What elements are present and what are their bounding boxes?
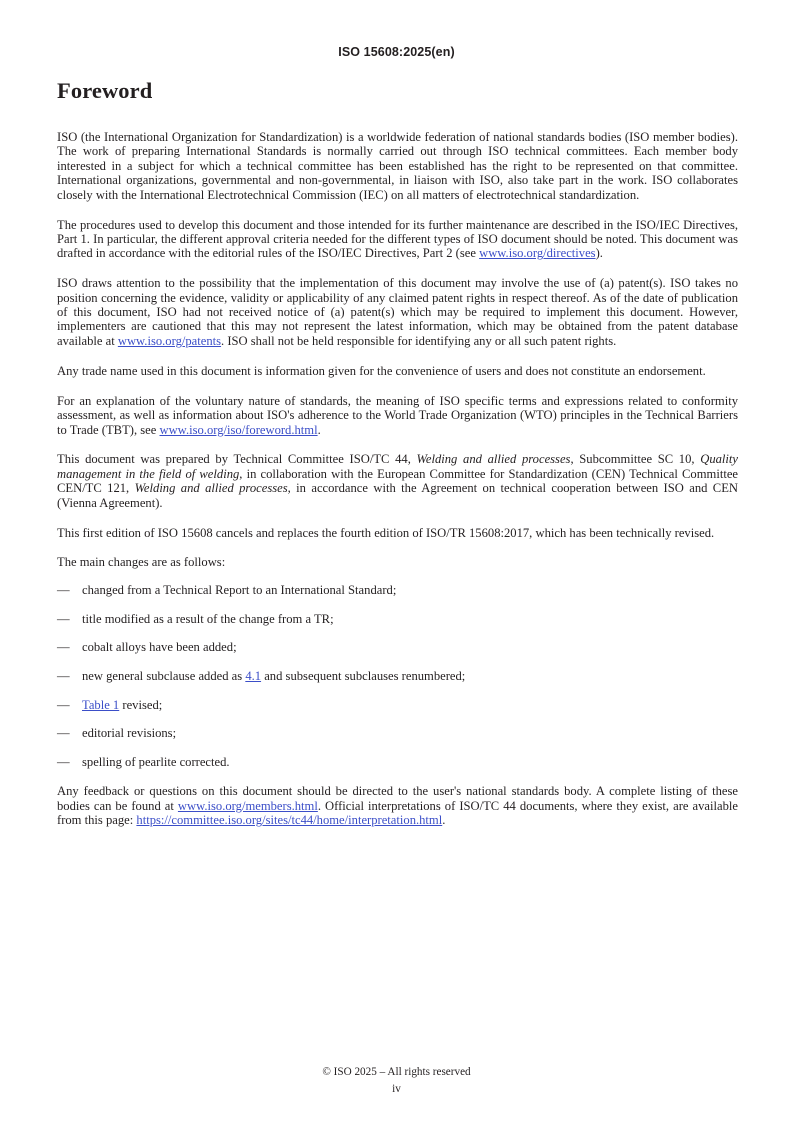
list-item — [57, 612, 738, 626]
committee-seg-3: , in collaboration with the European Committee for Standardization (CEN) Technical Committee CEN/TC 121, — [57, 466, 738, 496]
list-item — [57, 698, 738, 712]
list-dash: — — [57, 611, 70, 626]
running-head: ISO 15608:2025(en) — [338, 45, 455, 59]
committee-title-tc44: Welding and allied processes — [416, 452, 571, 467]
paragraph-patents — [57, 276, 738, 348]
committee-seg-1: This document was prepared by Technical Committee ISO/TC 44, — [57, 452, 417, 467]
paragraph-feedback — [57, 784, 738, 827]
list-item-text-before: changed from a Technical Report to an International Standard; — [82, 582, 397, 597]
list-item — [57, 755, 738, 769]
link-tc44-interpretation[interactable]: https://committee.iso.org/sites/tc44/home/interpretation.html — [136, 813, 443, 828]
link-iso-patents[interactable]: www.iso.org/patents — [117, 333, 222, 348]
paragraph-voluntary-nature — [57, 394, 738, 437]
page-title: Foreword — [57, 78, 153, 103]
link-subclause-4-1[interactable]: 4.1 — [245, 668, 262, 683]
paragraph-changes-lead-in: The main changes are as follows: — [57, 555, 226, 570]
paragraph-patents-text-after: . ISO shall not be held responsible for identifying any or all such patent rights. — [221, 333, 617, 348]
paragraph-patents-text-before: ISO draws attention to the possibility that the implementation of this document may involve the use of (a) patent(s). ISO takes no position concerning the evidence, validity or applicability of any claimed patent rights in respect thereof. As of the date of publication of this document, ISO had not received notice of (a) patent(s) which may be required to implement this document. However, implementers are cautioned that this may not represent the latest information, which may be obtained from the patent database available at — [57, 276, 738, 348]
list-item-text-before: editorial revisions; — [82, 726, 177, 741]
paragraph-iso-intro: ISO (the International Organization for Standardization) is a worldwide federation of national standards bodies (ISO member bodies). The work of preparing International Standards is normally carried out through ISO technical committees. Each member body interested in a subject for which a technical committee has been established has the right to be represented on that committee. International organizations, governmental and non-governmental, in liaison with ISO, also take part in the work. ISO collaborates closely with the International Electrotechnical Commission (IEC) on all matters of electrotechnical standardization. — [57, 130, 738, 202]
list-item-text-before: spelling of pearlite corrected. — [82, 755, 230, 770]
page-content — [57, 78, 738, 843]
link-iso-foreword[interactable]: www.iso.org/iso/foreword.html — [159, 422, 318, 437]
paragraph-voluntary-text-after: . — [317, 422, 321, 437]
list-item-text-after: revised; — [119, 697, 163, 712]
list-dash: — — [57, 668, 70, 683]
list-item-text-before: cobalt alloys have been added; — [82, 640, 237, 655]
committee-seg-2: , Subcommittee SC 10, — [570, 452, 701, 467]
committee-title-sc10: Quality management in the field of welding — [57, 452, 738, 481]
list-item-text-before: new general subclause added as — [82, 668, 246, 683]
list-item-text-before: title modified as a result of the change from a TR; — [82, 611, 334, 626]
feedback-seg-2: . Official interpretations of ISO/TC 44 documents, where they exist, are available from this page: — [57, 798, 738, 828]
feedback-seg-1: Any feedback or questions on this document should be directed to the user's national standards body. A complete listing of these bodies can be found at — [57, 784, 738, 813]
paragraph-trade-name: Any trade name used in this document is information given for the convenience of users and does not constitute an endorsement. — [57, 363, 706, 378]
committee-title-cen-tc121: Welding and allied processes, — [134, 481, 291, 496]
list-item — [57, 669, 738, 683]
list-dash: — — [57, 640, 70, 655]
list-item-text-after: and subsequent subclauses renumbered; — [261, 668, 466, 683]
list-item — [57, 726, 738, 740]
link-iso-members[interactable]: www.iso.org/members.html — [177, 798, 318, 813]
list-dash: — — [57, 697, 70, 712]
paragraph-procedures-text-before: The procedures used to develop this document and those intended for its further maintenance are described in the ISO/IEC Directives, Part 1. In particular, the different approval criteria needed for the different types of ISO document should be noted. This document was drafted in accordance with the editorial rules of the ISO/IEC Directives, Part 2 (see — [57, 217, 738, 261]
paragraph-first-edition: This first edition of ISO 15608 cancels and replaces the fourth edition of ISO/TR 15608:2017, which has been technically revised. — [57, 525, 715, 540]
changes-list — [57, 583, 738, 770]
paragraph-voluntary-text-before: For an explanation of the voluntary nature of standards, the meaning of ISO specific terms and expressions related to conformity assessment, as well as information about ISO's adherence to the World Trade Organization (WTO) principles in the Technical Barriers to Trade (TBT), see — [57, 393, 738, 437]
link-table-1[interactable]: Table 1 — [82, 697, 120, 712]
list-dash: — — [57, 582, 70, 597]
list-item — [57, 583, 738, 597]
list-item — [57, 640, 738, 654]
footer-copyright: © ISO 2025 – All rights reserved — [322, 1066, 471, 1078]
link-iso-directives[interactable]: www.iso.org/directives — [479, 246, 596, 261]
footer-page-number: iv — [392, 1083, 401, 1095]
list-dash: — — [57, 726, 70, 741]
list-dash: — — [57, 755, 70, 770]
paragraph-committee — [57, 452, 738, 510]
committee-seg-4: in accordance with the Agreement on technical cooperation between ISO and CEN (Vienna Agreement). — [57, 481, 738, 510]
feedback-seg-3: . — [442, 813, 446, 828]
paragraph-procedures — [57, 218, 738, 261]
paragraph-procedures-text-after: ). — [595, 246, 603, 261]
